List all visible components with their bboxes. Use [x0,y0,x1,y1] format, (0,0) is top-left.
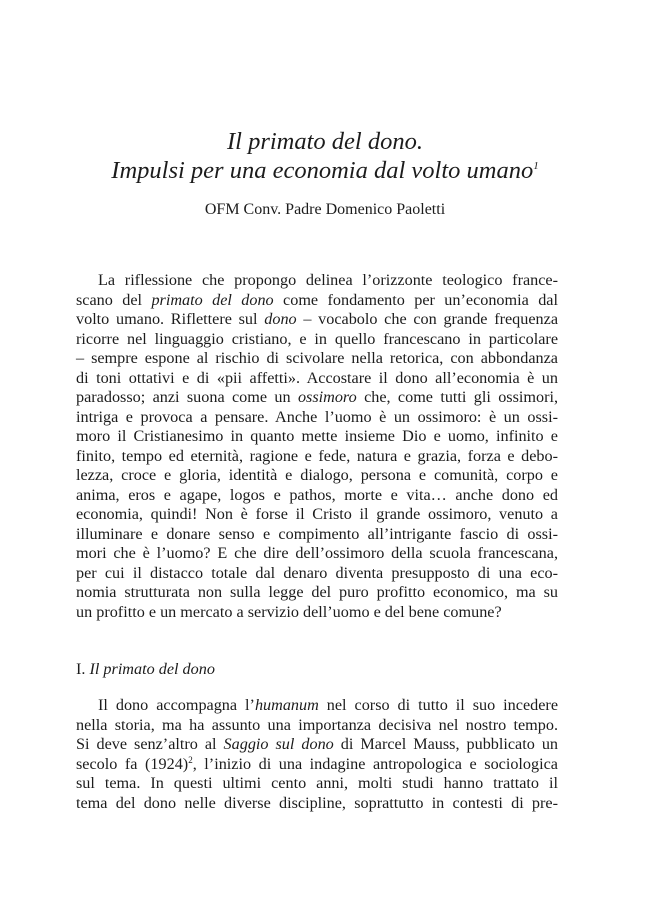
line [76,755,558,775]
line [76,388,558,408]
line: per cui il distacco totale dal denaro diventa presupposto di una eco- [76,563,558,582]
text: di Marcel Mauss, pubblicato un [333,735,559,753]
emphasis: ossimoro [297,388,357,406]
line [76,735,558,755]
line [76,291,558,311]
line [76,310,558,330]
text: che, come tutti gli ossimori, [356,388,558,406]
line: ricorre nel linguaggio cristiano, e in quello francescano in particolare [76,329,558,348]
emphasis: dono [264,310,297,328]
paragraph-1 [76,271,558,622]
line: nomia strutturata non sulla legge del puro profitto economico, ma su [76,583,558,601]
title-line-2-text: Impulsi per una economia dal volto umano [111,157,534,184]
line: intriga e provoca a pensare. Anche l’uomo è un ossimoro: è un ossi- [76,407,558,426]
emphasis: humanum [254,696,319,714]
line: di toni ottativi e di «pii affetti». Accostare il dono all’economia è un [76,368,558,387]
text: Il dono accompagna l’ [98,696,255,714]
text: nel corso di tutto il suo incedere [318,696,558,714]
line: lezza, croce e gloria, identità e dialogo, persona e comunità, corpo e [76,466,558,484]
line: – sempre espone al rischio di scivolare nella retorica, con abbondanza [76,349,558,367]
text: secolo fa (1924) [76,754,189,773]
line: economia, quindi! Non è forse il Cristo il grande ossimoro, venuto a [76,505,558,523]
line: tema del dono nelle diverse discipline, soprattutto in contesti di pre- [76,793,558,812]
title-line-1: Il primato del dono. [227,128,423,155]
line: illuminare e donare senso e compimento all’intrigante fascio di ossi- [76,524,558,543]
line: sul tema. In questi ultimi cento anni, molti studi hanno trattato il [76,774,558,792]
title-block [0,127,650,219]
line: La riflessione che propongo delinea l’orizzonte teologico france- [98,271,558,289]
emphasis: Saggio sul dono [223,735,334,753]
text: – vocabolo che con grande frequenza [296,310,558,328]
footnote-ref-1[interactable]: 1 [533,160,539,172]
section-number: I. [76,660,86,678]
text: Si deve senz’altro al [76,735,224,753]
line [76,696,558,716]
text: paradosso; anzi suona come un [76,388,298,406]
title-line-2 [0,156,650,185]
line: un profitto e un mercato a servizio dell’uomo e del bene comune? [76,602,502,621]
emphasis: primato del dono [151,290,274,309]
line: moro il Cristianesimo in quanto mette insieme Dio e uomo, infinito e [76,427,558,445]
text: scano del [76,290,152,309]
line: nella storia, ma ha assunto una importanza decisiva nel nostro tempo. [76,715,558,734]
text: volto umano. Riflettere sul [76,310,265,328]
line: mori che è l’uomo? E che dire dell’ossimoro della scuola francescana, [76,544,558,562]
line: anima, eros e agape, logos e pathos, morte e vita… anche dono ed [76,485,558,504]
line: finito, tempo ed eternità, ragione e fede, natura e grazia, forza e debo- [76,446,558,465]
text: , l’inizio di una indagine antropologica e sociologica [192,754,558,773]
section-heading [76,660,215,679]
section-title: Il primato del dono [89,660,215,678]
text: come fondamento per un’economia dal [273,290,558,309]
footnote-ref-2[interactable]: 2 [188,754,193,765]
paragraph-2 [76,696,558,813]
author: OFM Conv. Padre Domenico Paoletti [204,201,446,218]
